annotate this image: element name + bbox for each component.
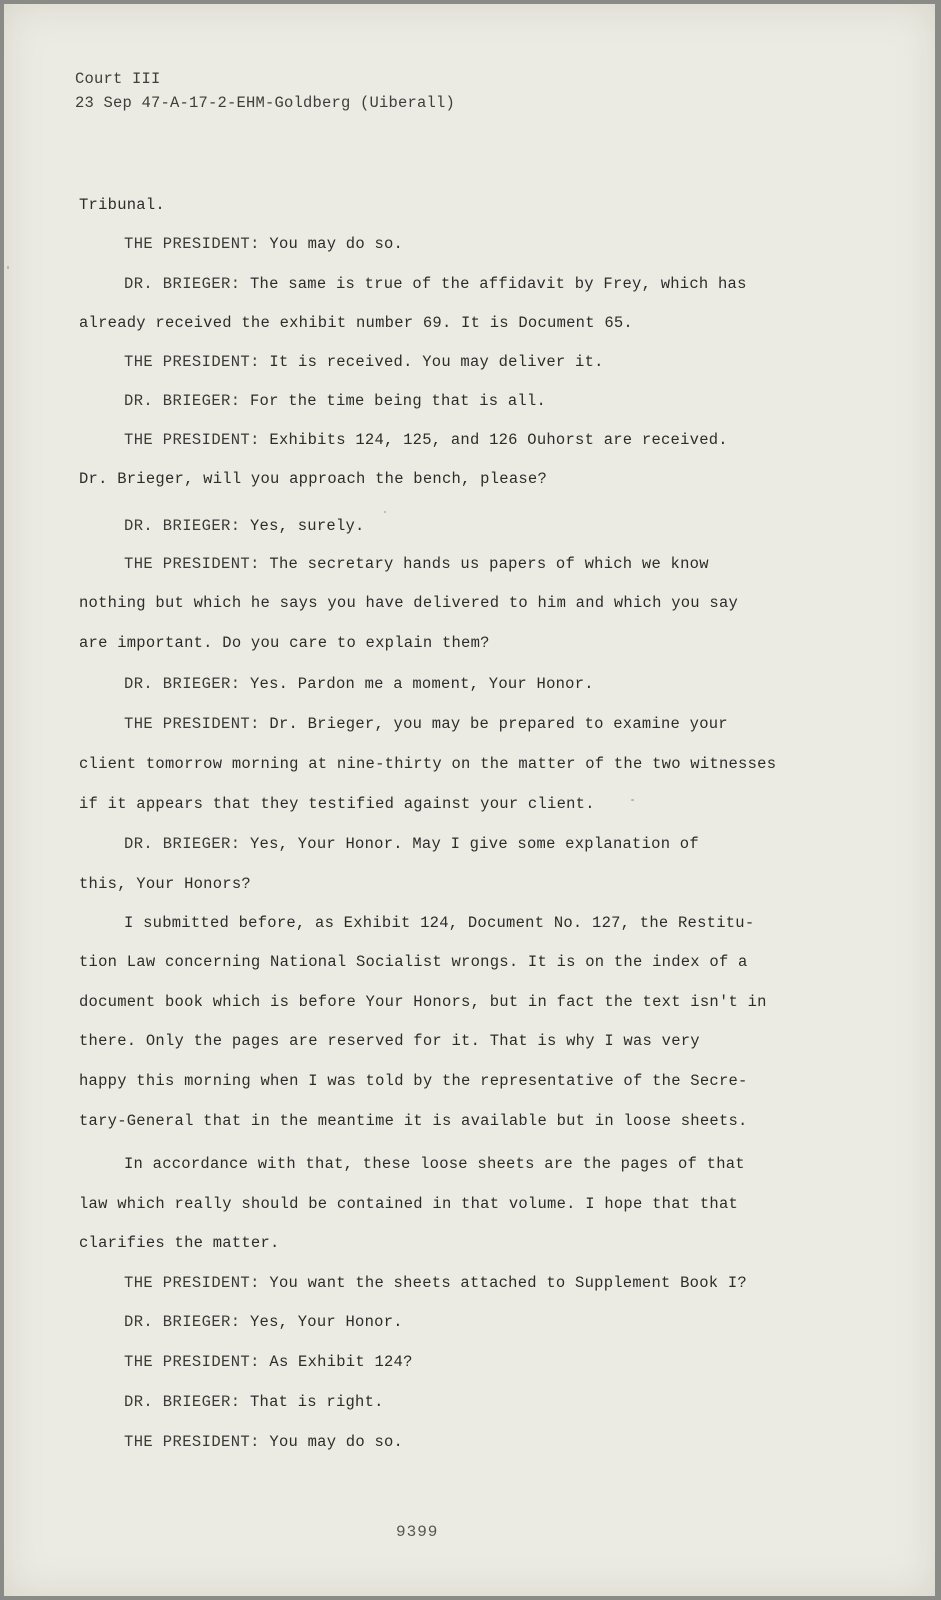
transcript-line — [79, 754, 776, 774]
transcript-line — [124, 1352, 413, 1372]
line-text: Yes. Pardon me a moment, Your Honor. — [249, 675, 594, 693]
transcript-line — [124, 1154, 745, 1174]
transcript-line — [79, 195, 165, 215]
speaker-label: DR. BRIEGER: — [124, 1313, 241, 1331]
transcript-line — [79, 1194, 738, 1214]
transcript-line — [124, 1432, 403, 1452]
transcript-line — [124, 234, 403, 254]
transcript-line — [79, 1071, 748, 1091]
transcript-line — [124, 1312, 403, 1332]
line-text: Exhibits 124, 125, and 126 Ouhorst are received. — [269, 431, 728, 449]
transcript-line — [79, 794, 595, 814]
line-text: this, Your Honors? — [79, 875, 251, 893]
line-text: As Exhibit 124? — [269, 1353, 413, 1371]
transcript-line — [124, 391, 546, 411]
line-text: For the time being that is all. — [249, 392, 547, 410]
speaker-label: DR. BRIEGER: — [124, 517, 241, 535]
transcript-line — [79, 992, 767, 1012]
line-text: You may do so. — [269, 235, 404, 253]
line-text: Yes, surely. — [249, 517, 365, 535]
speaker-label: THE PRESIDENT: — [124, 235, 260, 253]
transcript-line — [124, 714, 728, 734]
line-text: Dr. Brieger, you may be prepared to examine your — [269, 715, 728, 733]
line-text: It is received. You may deliver it. — [269, 353, 604, 371]
speaker-label: DR. BRIEGER: — [124, 392, 241, 410]
line-text: I submitted before, as Exhibit 124, Document No. 127, the Restitu- — [124, 914, 755, 932]
speaker-label: DR. BRIEGER: — [124, 675, 241, 693]
line-text: tion Law concerning National Socialist wrongs. It is on the index of a — [79, 953, 748, 971]
speaker-label: THE PRESIDENT: — [124, 431, 260, 449]
line-text: That is right. — [249, 1393, 384, 1411]
transcript-line — [79, 469, 547, 489]
transcript-line — [124, 1392, 384, 1412]
transcript-line — [79, 1111, 748, 1131]
line-text: The secretary hands us papers of which we know — [269, 555, 709, 573]
line-text: The same is true of the affidavit by Frey, which has — [249, 275, 747, 293]
speaker-label: THE PRESIDENT: — [124, 555, 260, 573]
paper-speck — [7, 266, 9, 269]
transcript-line — [124, 274, 747, 294]
speaker-label: THE PRESIDENT: — [124, 715, 260, 733]
speaker-label: THE PRESIDENT: — [124, 1433, 260, 1451]
document-page — [4, 4, 935, 1596]
speaker-label: THE PRESIDENT: — [124, 1353, 260, 1371]
transcript-line — [124, 913, 754, 933]
speaker-label: DR. BRIEGER: — [124, 275, 241, 293]
line-text: already received the exhibit number 69. It is Document 65. — [79, 314, 633, 332]
transcript-line — [124, 430, 728, 450]
line-text: document book which is before Your Honors, but in fact the text isn't in — [79, 993, 767, 1011]
transcript-line — [124, 352, 604, 372]
transcript-line — [79, 313, 633, 333]
transcript-line — [124, 1273, 747, 1293]
line-text: nothing but which he says you have delivered to him and which you say — [79, 594, 739, 612]
transcript-line — [79, 952, 748, 972]
transcript-line — [124, 834, 699, 854]
line-text: client tomorrow morning at nine-thirty on the matter of the two witnesses — [79, 755, 777, 773]
transcript-line — [124, 554, 709, 574]
speaker-label: DR. BRIEGER: — [124, 835, 241, 853]
paper-speck — [384, 511, 386, 513]
line-text: there. Only the pages are reserved for it. That is why I was very — [79, 1032, 700, 1050]
line-text: are important. Do you care to explain them? — [79, 634, 490, 652]
line-text: In accordance with that, these loose sheets are the pages of that — [124, 1155, 745, 1173]
page-header — [75, 67, 455, 115]
transcript-line — [79, 1031, 700, 1051]
line-text: clarifies the matter. — [79, 1234, 280, 1252]
line-text: You want the sheets attached to Supplement Book I? — [269, 1274, 747, 1292]
paper-speck — [631, 799, 634, 801]
line-text: Yes, Your Honor. May I give some explanation of — [249, 835, 699, 853]
transcript-line — [124, 516, 365, 536]
court-label: Court III — [75, 70, 161, 88]
transcript-reference: 23 Sep 47-A-17-2-EHM-Goldberg (Uiberall) — [75, 94, 456, 112]
line-text: You may do so. — [269, 1433, 404, 1451]
transcript-line — [79, 633, 490, 653]
line-text: Yes, Your Honor. — [249, 1313, 403, 1331]
line-text: tary-General that in the meantime it is available but in loose sheets. — [79, 1112, 748, 1130]
transcript-line — [79, 593, 738, 613]
transcript-line — [79, 1233, 280, 1253]
transcript-line — [124, 674, 594, 694]
line-text: if it appears that they testified against your client. — [79, 795, 595, 813]
line-text: Tribunal. — [79, 196, 165, 214]
line-text: happy this morning when I was told by the representative of the Secre- — [79, 1072, 748, 1090]
speaker-label: THE PRESIDENT: — [124, 1274, 260, 1292]
speaker-label: THE PRESIDENT: — [124, 353, 260, 371]
line-text: Dr. Brieger, will you approach the bench, please? — [79, 470, 548, 488]
page-number: 9399 — [396, 1523, 439, 1541]
speaker-label: DR. BRIEGER: — [124, 1393, 241, 1411]
transcript-line — [79, 874, 251, 894]
line-text: law which really should be contained in that volume. I hope that that — [79, 1195, 739, 1213]
